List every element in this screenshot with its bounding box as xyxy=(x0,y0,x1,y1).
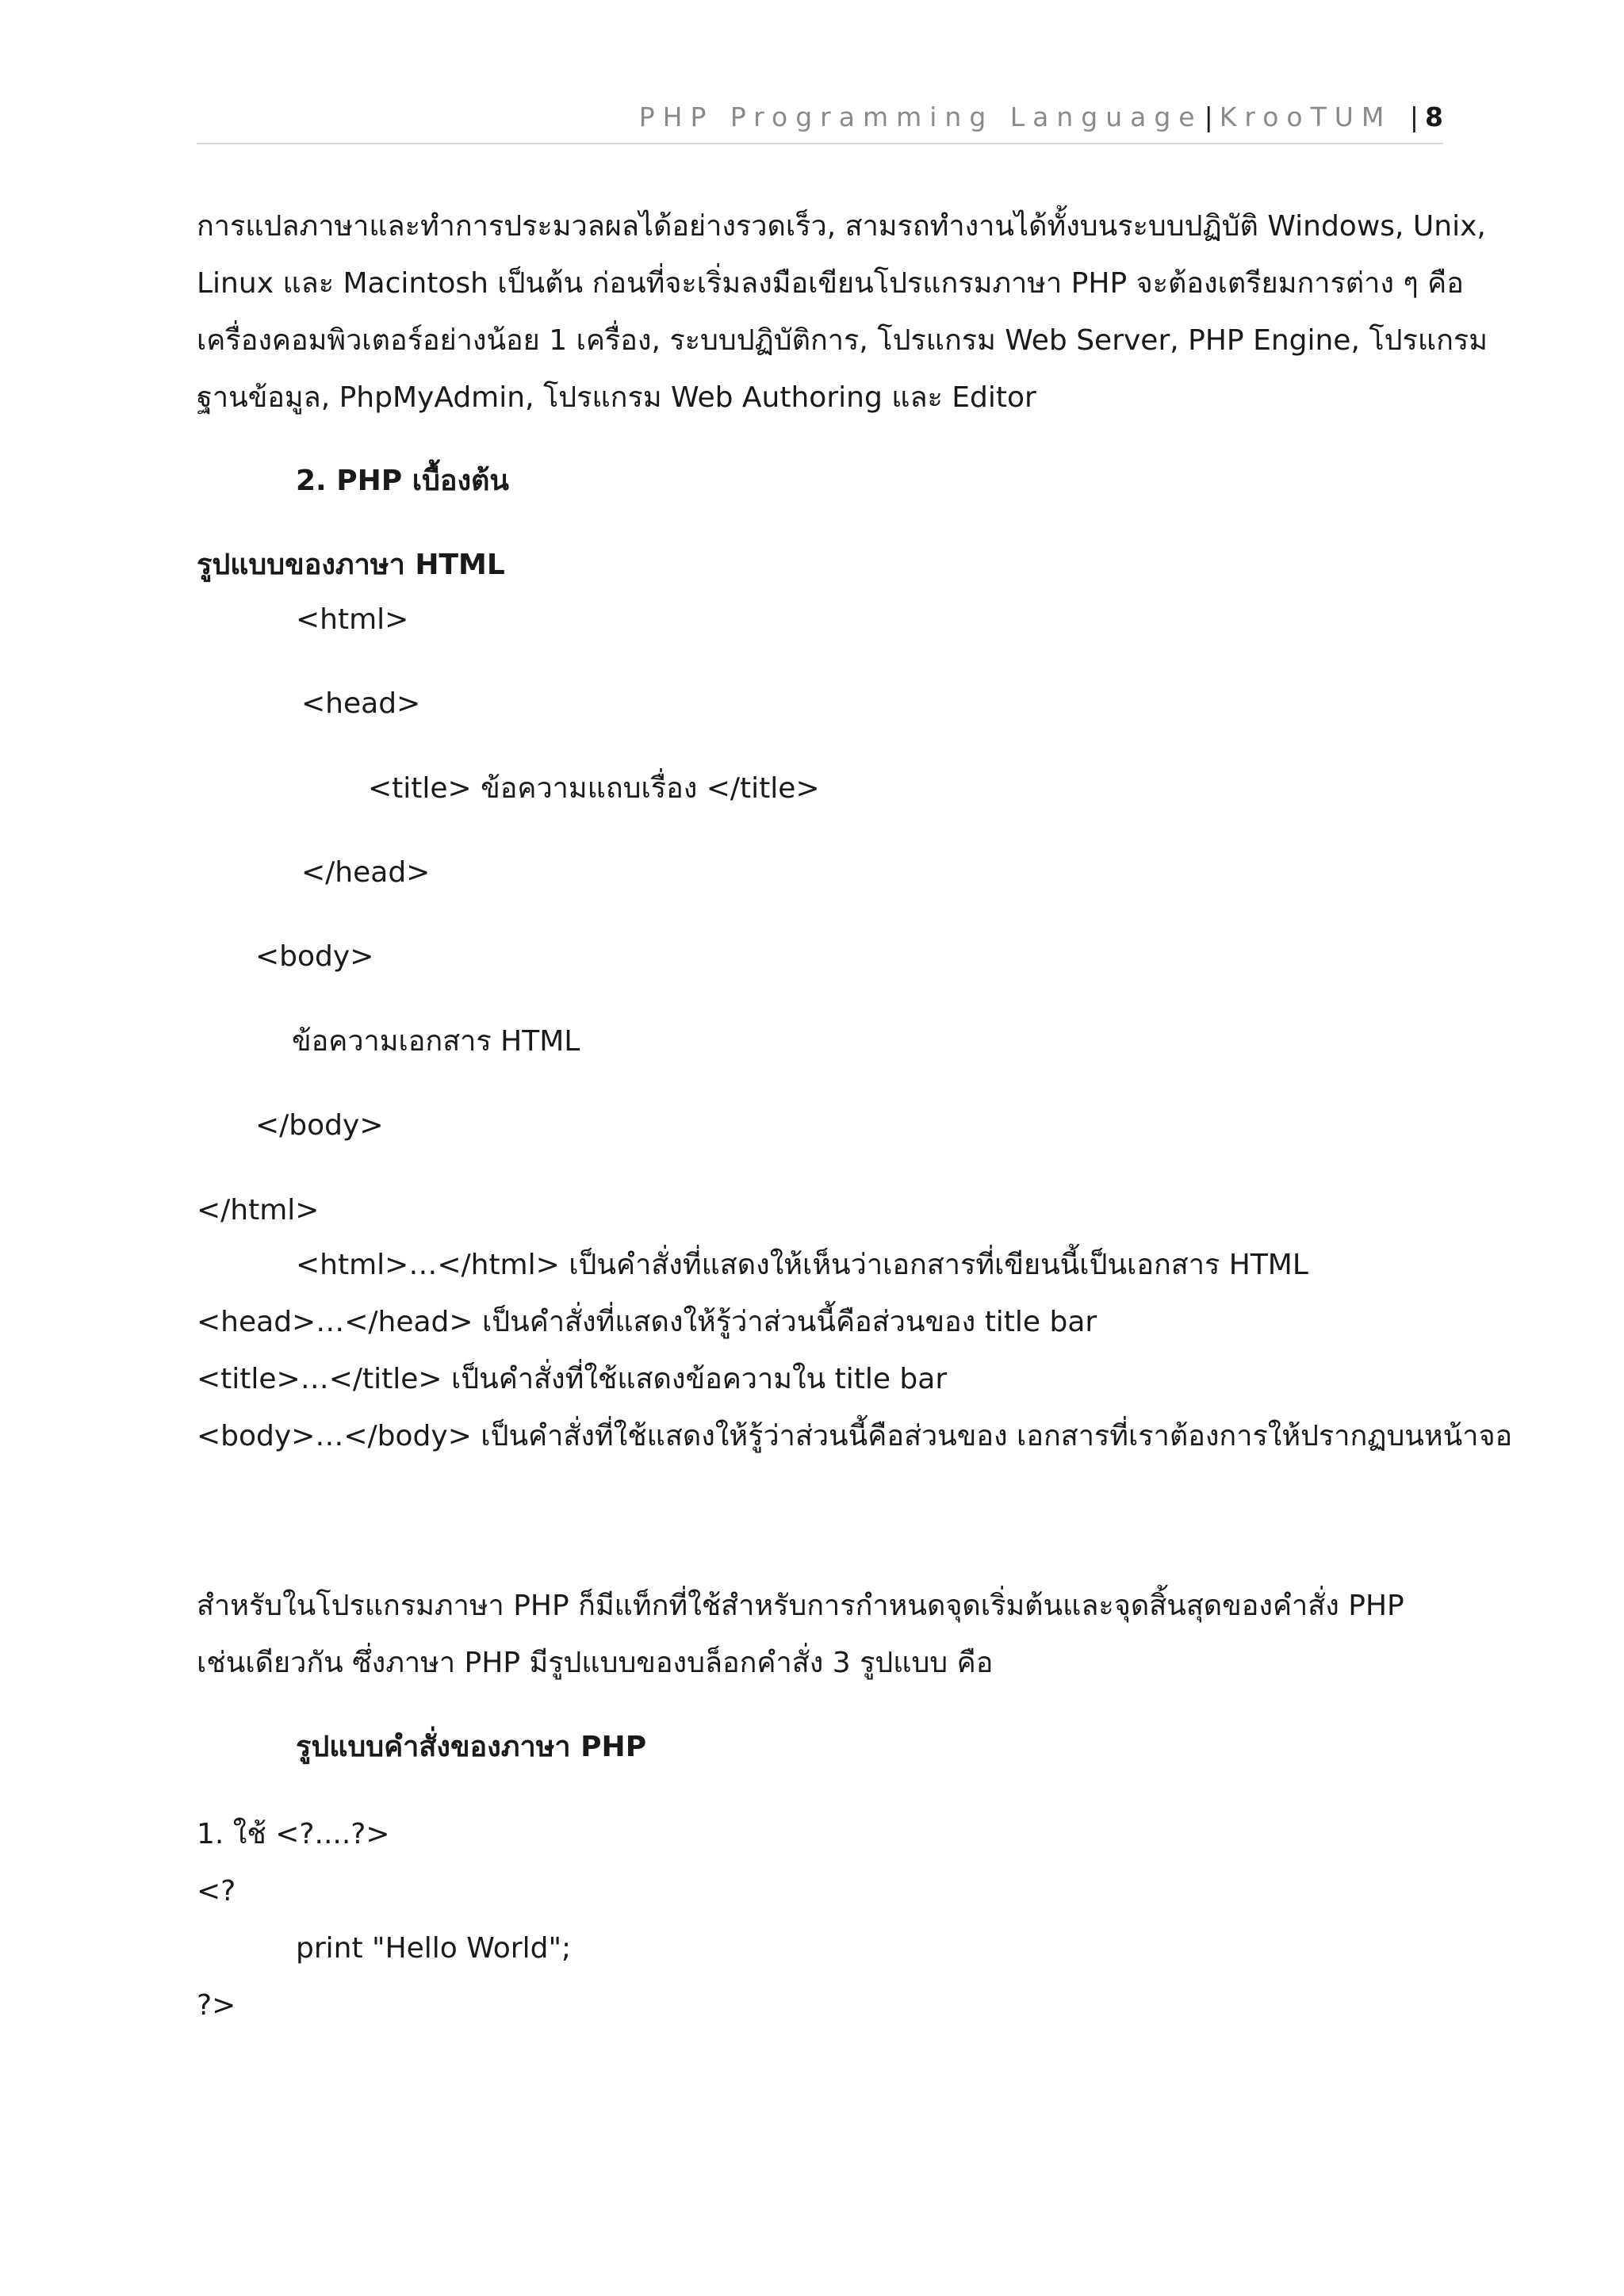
page-header xyxy=(197,101,1443,143)
header-author: KrooTUM xyxy=(1219,101,1392,132)
intro-line: ฐานข้อมูล, PhpMyAdmin, โปรแกรม Web Authoring และ Editor xyxy=(197,381,1036,414)
code-line: </head> xyxy=(301,856,431,889)
intro-line: เครื่องคอมพิวเตอร์อย่างน้อย 1 เครื่อง, ระบบปฏิบัติการ, โปรแกรม Web Server, PHP Engine, โปรแกรม xyxy=(197,324,1488,357)
php-example-label: 1. ใช้ <?....?> xyxy=(197,1818,390,1850)
header-page-separator: | xyxy=(1409,101,1419,132)
header-divider xyxy=(197,143,1443,144)
explanation-line: <title>…</title> เป็นคำสั่งที่ใช้แสดงข้อความใน title bar xyxy=(197,1363,948,1395)
code-line: print "Hello World"; xyxy=(296,1932,572,1965)
explanation-line: <body>…</body> เป็นคำสั่งที่ใช้แสดงให้รู้ว่าส่วนนี้คือส่วนของ เอกสารที่เราต้องการให้ปรากฏบนหน้าจอ xyxy=(197,1420,1513,1452)
code-line: </body> xyxy=(255,1109,384,1142)
code-line: <html> xyxy=(296,603,409,636)
code-line: </html> xyxy=(197,1194,320,1226)
section-heading: 2. PHP เบื้องต้น xyxy=(296,465,510,497)
intro-line: Linux และ Macintosh เป็นต้น ก่อนที่จะเริ่มลงมือเขียนโปรแกรมภาษา PHP จะต้องเตรียมการต่าง ๆ คือ xyxy=(197,267,1464,300)
php-intro-line: เช่นเดียวกัน ซึ่งภาษา PHP มีรูปแบบของบล็อกคำสั่ง 3 รูปแบบ คือ xyxy=(197,1647,994,1679)
code-line: ข้อความเอกสาร HTML xyxy=(292,1025,580,1058)
code-line: <head> xyxy=(301,687,421,720)
code-line: <? xyxy=(197,1875,236,1908)
code-line: ?> xyxy=(197,1989,236,2022)
header-title: PHP Programming Language xyxy=(638,101,1203,132)
code-line: <title> ข้อความแถบเรื่อง </title> xyxy=(368,772,820,805)
html-format-heading: รูปแบบของภาษา HTML xyxy=(197,549,505,581)
php-format-heading: รูปแบบคำสั่งของภาษา PHP xyxy=(296,1731,647,1763)
explanation-line: <html>…</html> เป็นคำสั่งที่แสดงให้เห็นว่าเอกสารที่เขียนนี้เป็นเอกสาร HTML xyxy=(296,1249,1308,1281)
php-intro-line: สำหรับในโปรแกรมภาษา PHP ก็มีแท็กที่ใช้สำหรับการกำหนดจุดเริ่มต้นและจุดสิ้นสุดของคำสั่ง PHP xyxy=(197,1590,1404,1622)
header-separator: | xyxy=(1204,101,1213,132)
explanation-line: <head>…</head> เป็นคำสั่งที่แสดงให้รู้ว่าส่วนนี้คือส่วนของ title bar xyxy=(197,1306,1097,1338)
page-number: 8 xyxy=(1425,101,1443,132)
code-line: <body> xyxy=(255,940,374,973)
intro-line: การแปลภาษาและทำการประมวลผลได้อย่างรวดเร็ว, สามรถทำงานได้ทั้งบนระบบปฏิบัติ Windows, Unix, xyxy=(197,210,1486,243)
